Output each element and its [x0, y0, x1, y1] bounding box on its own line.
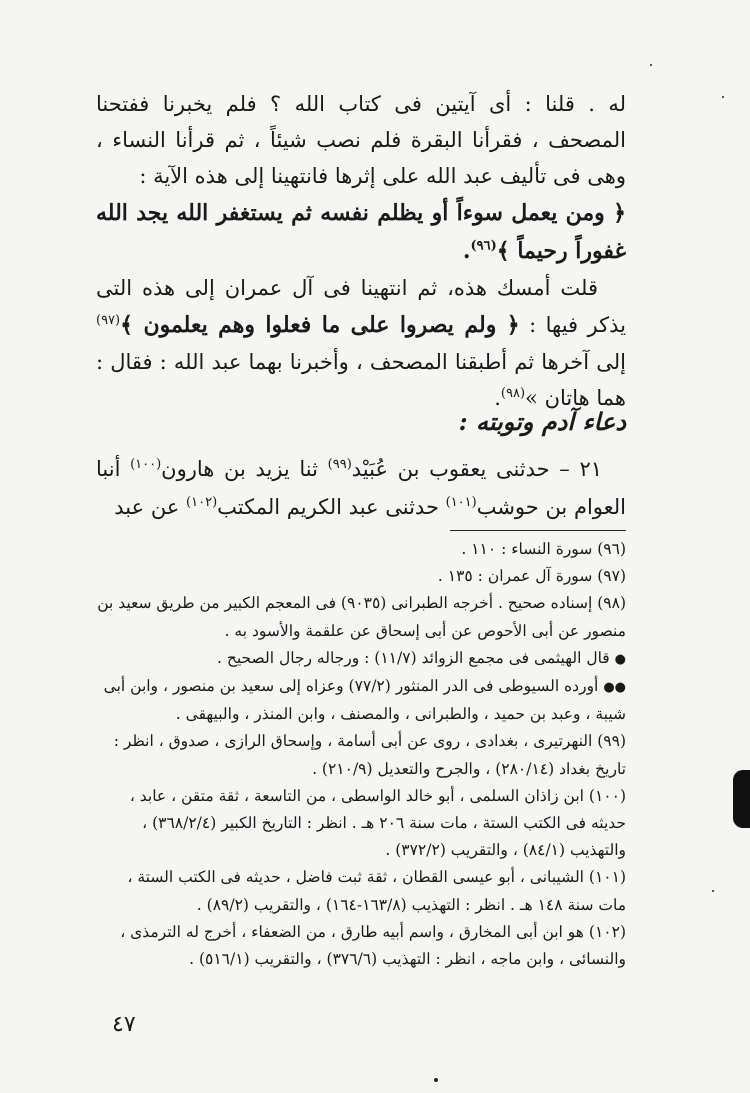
- footnote-97: (٩٧) سورة آل عمران : ١٣٥ .: [437, 567, 626, 586]
- footnote-ref-99: (٩٩): [327, 457, 352, 472]
- paragraph-2: قلت أمسك هذه، ثم انتهينا فى آل عمران إلى هذه التى يذكر فيها : ﴿ ولم يصروا على ما فعلوا وهم يعلمون ﴾$^{(٩٧)}$ إلى آخرها ثم أطبقنا المصحف ، وأخبرنا بهما عبد الله : فقال : هما هاتان »$^{(٩٨)}$.: [96, 276, 626, 410]
- scan-speck: [434, 1078, 438, 1082]
- main-text: [96, 86, 626, 416]
- footnote-ref-96: (٩٦): [470, 238, 497, 254]
- footnote-ref-101: (١٠١): [445, 495, 477, 510]
- scan-speck: [712, 890, 714, 892]
- footnote-102: (١٠٢) هو ابن أبى المخارق ، واسم أبيه طارق ، من الضعفاء ، أخرج له الترمذى ، والنسائى ، وابن ماجه ، انظر : التهذيب (٣٧٦/٦) ، والتقريب (٥١٦/١) .: [120, 922, 626, 969]
- quran-verse-1: ﴿ ومن يعمل سوءاً أو يظلم نفسه ثم يستغفر الله يجد الله غفوراً رحيماً ﴾$^{(٩٦)}$.: [96, 200, 626, 264]
- page-number: ٤٧: [112, 1012, 136, 1037]
- footnote-ref-100: (١٠٠): [130, 457, 162, 472]
- double-bullet-icon: ●●: [603, 680, 626, 696]
- footnotes: [96, 536, 626, 973]
- paragraph-1: له . قلنا : أى آيتين فى كتاب الله ؟ فلم يخبرنا ففتحنا المصحف ، فقرأنا البقرة فلم نصب شيئاً ، ثم قرأنا النساء ، وهى فى تأليف عبد الله على إثرها فانتهينا إلى هذه الآية :: [96, 92, 626, 188]
- footnote-96: (٩٦) سورة النساء : ١١٠ .: [461, 540, 626, 558]
- hadith-21: ٢١ – حدثنى يعقوب بن عُبَيْد$^{(٩٩)}$ ثنا يزيد بن هارون$^{(١٠٠)}$ أنبا العوام بن حوشب$^{(١٠١)}$ حدثنى عبد الكريم المكتب$^{(١٠٢)}$ عن عبد: [96, 457, 626, 519]
- footnote-separator: [450, 530, 626, 531]
- bullet-icon: ●: [614, 651, 626, 667]
- footnote-99: (٩٩) النهرتيرى ، بغدادى ، روى عن أبى أسامة ، وإسحاق الرازى ، صدوق ، انظر : تاريخ بغداد (٢٨٠/١٤) ، والجرح والتعديل (٢١٠/٩) .: [113, 732, 626, 778]
- scan-edge-mark: [733, 770, 750, 828]
- quran-verse-2: ﴿ ولم يصروا على ما فعلوا وهم يعلمون ﴾: [120, 312, 520, 338]
- footnote-100: (١٠٠) ابن زاذان السلمى ، أبو خالد الواسطى ، من التاسعة ، ثقة متقن ، عابد ، حديثه فى الكتب الستة ، مات سنة ٢٠٦ هـ . انظر : التاريخ الكبير (٣٦٨/٢/٤) ، والتهذيب (٨٤/١) ، والتقريب (٣٧٢/٢) .: [129, 786, 626, 860]
- footnote-ref-98: (٩٨): [500, 386, 526, 401]
- footnote-ref-97: (٩٧): [96, 313, 121, 328]
- footnote-98-bullet-2: ●● أورده السيوطى فى الدر المنثور (٧٧/٢) وعزاه إلى سعيد بن منصور ، وابن أبى شيبة ، وعبد بن حميد ، والطبرانى ، والمصنف ، وابن المنذر ، والبيهقى .: [103, 677, 626, 724]
- footnote-ref-102: (١٠٢): [186, 495, 218, 510]
- scan-speck: [650, 64, 652, 66]
- section-heading: دعاء آدم وتوبته :: [458, 407, 626, 436]
- footnote-101: (١٠١) الشيبانى ، أبو عيسى القطان ، ثقة ثبت فاضل ، حديثه فى الكتب الستة ، مات سنة ١٤٨ هـ . انظر : التهذيب (١٦٣/٨-١٦٤) ، والتقريب (٨٩/٢) .: [127, 868, 626, 914]
- footnote-98-bullet-1: ● قال الهيثمى فى مجمع الزوائد (١١/٧) : ورجاله رجال الصحيح .: [217, 648, 626, 667]
- scan-speck: [722, 96, 724, 98]
- footnote-98: (٩٨) إسناده صحيح . أخرجه الطبرانى (٩٠٣٥) فى المعجم الكبير من طريق سعيد بن منصور عن أبى الأحوص عن أبى إسحاق عن علقمة والأسود به .: [97, 594, 626, 640]
